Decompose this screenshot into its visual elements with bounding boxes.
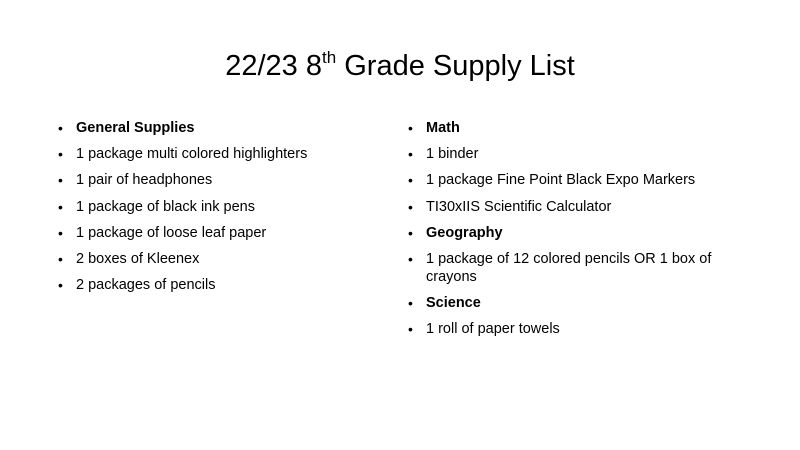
title-suffix: Grade Supply List bbox=[336, 50, 575, 82]
title-prefix: 22/23 8 bbox=[225, 50, 322, 82]
bullet-icon: • bbox=[408, 224, 413, 241]
bullet-icon: • bbox=[408, 321, 413, 338]
list-item-text: Math bbox=[426, 120, 460, 136]
list-item-text: 1 package of 12 colored pencils OR 1 box of crayons bbox=[426, 250, 712, 285]
list-item bbox=[408, 320, 748, 338]
list-item-text: 1 package of black ink pens bbox=[76, 198, 255, 215]
bullet-icon: • bbox=[58, 277, 63, 294]
title-superscript: th bbox=[322, 48, 337, 67]
bullet-icon: • bbox=[58, 224, 63, 241]
bullet-icon: • bbox=[58, 250, 63, 267]
bullet-icon: • bbox=[58, 198, 63, 215]
list-item bbox=[58, 224, 378, 242]
bullet-icon: • bbox=[58, 146, 63, 163]
bullet-icon: • bbox=[408, 172, 413, 189]
list-item-text: 1 package of loose leaf paper bbox=[76, 224, 267, 241]
list-item bbox=[408, 198, 748, 216]
list-item bbox=[408, 145, 748, 163]
bullet-icon: • bbox=[408, 198, 413, 215]
left-supply-list bbox=[58, 119, 378, 302]
list-item-text: 2 boxes of Kleenex bbox=[76, 250, 200, 267]
list-item bbox=[58, 276, 378, 294]
list-item-text: Science bbox=[426, 295, 481, 312]
list-item bbox=[58, 145, 378, 163]
bullet-icon: • bbox=[408, 146, 413, 163]
list-item-text: 1 binder bbox=[426, 146, 479, 163]
bullet-icon: • bbox=[58, 120, 63, 136]
list-item-text: 2 packages of pencils bbox=[76, 277, 216, 294]
bullet-icon: • bbox=[58, 172, 63, 189]
list-item bbox=[58, 250, 378, 268]
list-item bbox=[58, 119, 378, 137]
list-item bbox=[408, 119, 748, 137]
list-item bbox=[58, 171, 378, 189]
bullet-icon: • bbox=[408, 295, 413, 312]
bullet-icon: • bbox=[408, 120, 413, 136]
list-item bbox=[408, 224, 748, 242]
list-item-text: 1 package multi colored highlighters bbox=[76, 146, 308, 163]
list-item-text: 1 roll of paper towels bbox=[426, 321, 560, 338]
list-item-text: Geography bbox=[426, 224, 503, 241]
list-item-text: 1 package Fine Point Black Expo Markers bbox=[426, 172, 696, 189]
list-item-text: 1 pair of headphones bbox=[76, 172, 213, 189]
right-supply-list bbox=[408, 119, 748, 347]
list-item bbox=[408, 250, 748, 286]
list-item-text: TI30xIIS Scientific Calculator bbox=[426, 198, 612, 215]
list-item-text: General Supplies bbox=[76, 120, 195, 136]
list-item bbox=[408, 294, 748, 312]
list-item bbox=[58, 198, 378, 216]
bullet-icon: • bbox=[408, 250, 413, 267]
list-item bbox=[408, 171, 748, 189]
slide-title bbox=[0, 46, 800, 90]
